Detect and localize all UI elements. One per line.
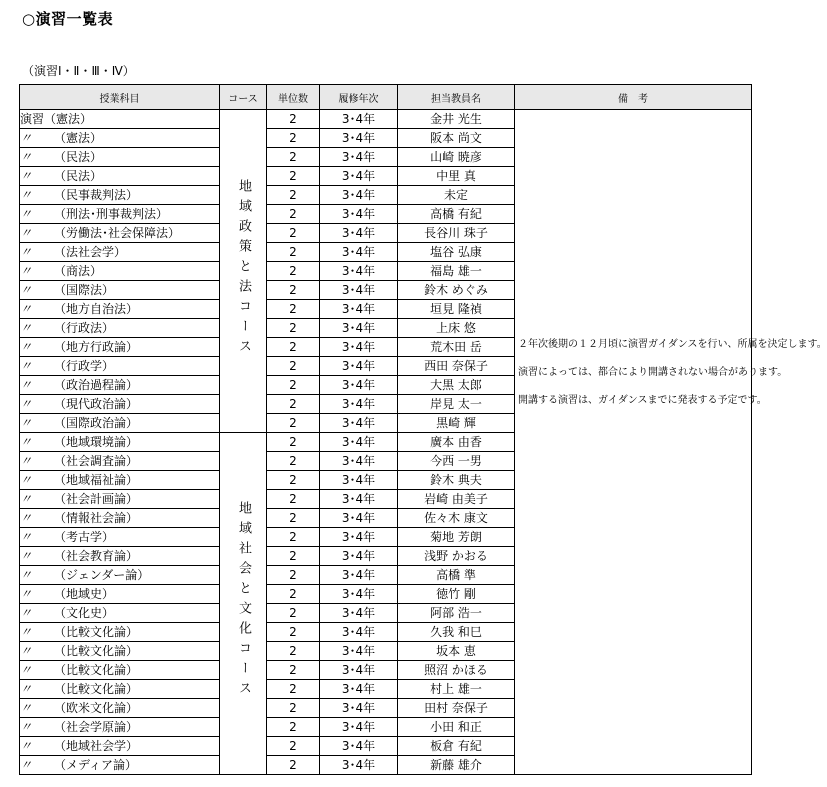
subject-name: （社会計画論）	[54, 492, 139, 506]
subtitle: （演習Ⅰ・Ⅱ・Ⅲ・Ⅳ）	[22, 64, 135, 78]
credits-cell: 2	[267, 205, 320, 224]
seminar-table	[19, 84, 827, 775]
teacher-cell: 西田 奈保子	[398, 357, 515, 376]
year-cell: 3･4年	[320, 414, 398, 433]
teacher-cell: 菊地 芳朗	[398, 528, 515, 547]
subject-name: （行政学）	[54, 359, 115, 373]
note-paragraph: ２年次後期の１２月頃に演習ガイダンスを行い、所属を決定します。	[518, 339, 827, 350]
table-row	[20, 110, 752, 129]
teacher-cell: 今西 一男	[398, 452, 515, 471]
subject-cell	[20, 224, 220, 243]
teacher-cell: 岸見 太一	[398, 395, 515, 414]
year-cell: 3･4年	[320, 205, 398, 224]
subject-prefix: 〃	[20, 701, 33, 715]
subject-cell	[20, 452, 220, 471]
credits-cell: 2	[267, 528, 320, 547]
credits-cell: 2	[267, 281, 320, 300]
credits-cell: 2	[267, 243, 320, 262]
credits-cell: 2	[267, 566, 320, 585]
subject-name: （地方行政論）	[54, 340, 139, 354]
subject-prefix: 〃	[20, 207, 33, 221]
subject-name: （地域福祉論）	[54, 473, 139, 487]
teacher-cell: 福島 雄一	[398, 262, 515, 281]
credits-cell: 2	[267, 262, 320, 281]
subject-name: （比較文化論）	[54, 682, 139, 696]
subject-cell	[20, 661, 220, 680]
credits-cell: 2	[267, 585, 320, 604]
year-cell: 3･4年	[320, 452, 398, 471]
year-cell: 3･4年	[320, 680, 398, 699]
subject-cell	[20, 623, 220, 642]
subject-prefix: 〃	[20, 340, 33, 354]
credits-cell: 2	[267, 547, 320, 566]
subject-name: （国際政治論）	[54, 416, 139, 430]
subject-prefix: 〃	[20, 492, 33, 506]
subject-name: （考古学）	[54, 530, 115, 544]
year-cell: 3･4年	[320, 243, 398, 262]
teacher-cell: 未定	[398, 186, 515, 205]
subject-prefix: 〃	[20, 150, 33, 164]
year-cell: 3･4年	[320, 566, 398, 585]
subject-name: （メディア論）	[54, 758, 138, 772]
subject-cell	[20, 129, 220, 148]
subject-cell	[20, 395, 220, 414]
teacher-cell: 阿部 浩一	[398, 604, 515, 623]
subject-prefix: 〃	[20, 720, 33, 734]
credits-cell: 2	[267, 148, 320, 167]
subject-name: （地域社会学）	[54, 739, 139, 753]
credits-cell: 2	[267, 300, 320, 319]
subject-name: （比較文化論）	[54, 644, 139, 658]
teacher-cell: 小田 和正	[398, 718, 515, 737]
teacher-cell: 佐々木 康文	[398, 509, 515, 528]
teacher-cell: 高橋 有紀	[398, 205, 515, 224]
subject-name: （国際法）	[54, 283, 115, 297]
teacher-cell: 岩崎 由美子	[398, 490, 515, 509]
subject-name: （刑法･刑事裁判法）	[54, 207, 169, 221]
subject-cell	[20, 243, 220, 262]
credits-cell: 2	[267, 186, 320, 205]
course-name: 地域政策と法コース	[236, 178, 251, 359]
subject-cell	[20, 414, 220, 433]
subject-prefix: 〃	[20, 226, 33, 240]
credits-cell: 2	[267, 129, 320, 148]
teacher-cell: 金井 光生	[398, 110, 515, 129]
year-cell: 3･4年	[320, 509, 398, 528]
teacher-cell: 高橋 準	[398, 566, 515, 585]
credits-cell: 2	[267, 433, 320, 452]
year-cell: 3･4年	[320, 357, 398, 376]
teacher-cell: 久我 和巳	[398, 623, 515, 642]
credits-cell: 2	[267, 642, 320, 661]
subject-prefix: 〃	[20, 511, 33, 525]
subject-prefix: 〃	[20, 663, 33, 677]
credits-cell: 2	[267, 623, 320, 642]
subject-prefix: 〃	[20, 359, 33, 373]
subject-prefix: 〃	[20, 416, 33, 430]
subject-prefix: 〃	[20, 397, 33, 411]
year-cell: 3･4年	[320, 224, 398, 243]
subject-cell	[20, 490, 220, 509]
subject-cell	[20, 471, 220, 490]
teacher-cell: 中里 真	[398, 167, 515, 186]
credits-cell: 2	[267, 357, 320, 376]
teacher-cell: 照沼 かほる	[398, 661, 515, 680]
subject-prefix: 〃	[20, 473, 33, 487]
subject-prefix: 〃	[20, 758, 33, 772]
year-cell: 3･4年	[320, 547, 398, 566]
year-cell: 3･4年	[320, 395, 398, 414]
subject-cell	[20, 262, 220, 281]
subject-name: （憲法）	[54, 131, 103, 145]
subject-cell	[20, 338, 220, 357]
notes-cell	[515, 110, 827, 775]
subject-name: （比較文化論）	[54, 625, 139, 639]
year-cell: 3･4年	[320, 623, 398, 642]
subject-name: （社会教育論）	[54, 549, 139, 563]
subject-cell	[20, 357, 220, 376]
header-year: 履修年次	[320, 85, 398, 110]
year-cell: 3･4年	[320, 756, 398, 775]
subject-name: （法社会学）	[54, 245, 127, 259]
year-cell: 3･4年	[320, 148, 398, 167]
credits-cell: 2	[267, 680, 320, 699]
year-cell: 3･4年	[320, 718, 398, 737]
teacher-cell: 荒木田 岳	[398, 338, 515, 357]
header-teacher: 担当教員名	[398, 85, 515, 110]
subject-name: （政治過程論）	[54, 378, 139, 392]
credits-cell: 2	[267, 699, 320, 718]
subject-prefix: 〃	[20, 549, 33, 563]
credits-cell: 2	[267, 509, 320, 528]
subject-name: （地域環境論）	[54, 435, 139, 449]
teacher-cell: 板倉 有紀	[398, 737, 515, 756]
subject-prefix: 〃	[20, 739, 33, 753]
year-cell: 3･4年	[320, 110, 398, 129]
subject-prefix: 〃	[20, 435, 33, 449]
year-cell: 3･4年	[320, 699, 398, 718]
subject-cell	[20, 281, 220, 300]
credits-cell: 2	[267, 718, 320, 737]
year-cell: 3･4年	[320, 281, 398, 300]
subject-prefix: 〃	[20, 625, 33, 639]
year-cell: 3･4年	[320, 642, 398, 661]
year-cell: 3･4年	[320, 129, 398, 148]
subject-cell	[20, 148, 220, 167]
credits-cell: 2	[267, 737, 320, 756]
year-cell: 3･4年	[320, 585, 398, 604]
year-cell: 3･4年	[320, 528, 398, 547]
teacher-cell: 垣見 隆禎	[398, 300, 515, 319]
subject-prefix: 〃	[20, 169, 33, 183]
subject-prefix: 〃	[20, 245, 33, 259]
subject-cell	[20, 528, 220, 547]
subject-prefix: 〃	[20, 606, 33, 620]
subject-cell	[20, 699, 220, 718]
credits-cell: 2	[267, 756, 320, 775]
subject-prefix: 〃	[20, 283, 33, 297]
teacher-cell: 上床 悠	[398, 319, 515, 338]
teacher-cell: 鈴木 典夫	[398, 471, 515, 490]
year-cell: 3･4年	[320, 186, 398, 205]
year-cell: 3･4年	[320, 490, 398, 509]
subject-cell	[20, 186, 220, 205]
subject-cell	[20, 566, 220, 585]
subject-prefix: 〃	[20, 568, 33, 582]
subject-name: （社会調査論）	[54, 454, 139, 468]
teacher-cell: 徳竹 剛	[398, 585, 515, 604]
table-body	[20, 110, 827, 775]
subject-cell	[20, 756, 220, 775]
note-paragraph: 演習によっては、都合により開講されない場合があります。	[518, 367, 788, 378]
credits-cell: 2	[267, 110, 320, 129]
year-cell: 3･4年	[320, 319, 398, 338]
year-cell: 3･4年	[320, 433, 398, 452]
year-cell: 3･4年	[320, 167, 398, 186]
table-header-row	[20, 85, 752, 110]
course-cell	[220, 110, 267, 433]
subject-cell	[20, 319, 220, 338]
subject-prefix: 〃	[20, 378, 33, 392]
year-cell: 3･4年	[320, 338, 398, 357]
credits-cell: 2	[267, 167, 320, 186]
teacher-cell: 田村 奈保子	[398, 699, 515, 718]
credits-cell: 2	[267, 414, 320, 433]
subject-prefix: 〃	[20, 682, 33, 696]
credits-cell: 2	[267, 224, 320, 243]
year-cell: 3･4年	[320, 376, 398, 395]
subject-prefix: 〃	[20, 530, 33, 544]
credits-cell: 2	[267, 661, 320, 680]
subject-name: （地域史）	[54, 587, 115, 601]
year-cell: 3･4年	[320, 604, 398, 623]
notes-text	[515, 110, 827, 410]
header-credits: 単位数	[267, 85, 320, 110]
credits-cell: 2	[267, 604, 320, 623]
subject-cell	[20, 718, 220, 737]
subject-name: （行政法）	[54, 321, 115, 335]
credits-cell: 2	[267, 376, 320, 395]
subject-name: （欧米文化論）	[54, 701, 139, 715]
course-cell	[220, 433, 267, 775]
credits-cell: 2	[267, 395, 320, 414]
note-paragraph: 開講する演習は、ガイダンスまでに発表する予定です。	[518, 395, 767, 406]
subject-cell	[20, 167, 220, 186]
subject-cell	[20, 376, 220, 395]
credits-cell: 2	[267, 338, 320, 357]
subject-name: （民事裁判法）	[54, 188, 139, 202]
subject-cell	[20, 110, 220, 129]
subject-cell	[20, 737, 220, 756]
teacher-cell: 大黒 太郎	[398, 376, 515, 395]
subject-prefix: 演習	[20, 112, 45, 126]
header-subject: 授業科目	[20, 85, 220, 110]
subject-name: （労働法･社会保障法）	[54, 226, 181, 240]
subject-name: （現代政治論）	[54, 397, 139, 411]
subject-name: （社会学原論）	[54, 720, 139, 734]
teacher-cell: 廣本 由香	[398, 433, 515, 452]
subject-name: （地方自治法）	[54, 302, 139, 316]
subject-prefix: 〃	[20, 587, 33, 601]
teacher-cell: 阪本 尚文	[398, 129, 515, 148]
subject-name: （比較文化論）	[54, 663, 139, 677]
teacher-cell: 長谷川 珠子	[398, 224, 515, 243]
subject-prefix: 〃	[20, 454, 33, 468]
subject-cell	[20, 680, 220, 699]
teacher-cell: 黒崎 輝	[398, 414, 515, 433]
teacher-cell: 鈴木 めぐみ	[398, 281, 515, 300]
subject-prefix: 〃	[20, 264, 33, 278]
subject-cell	[20, 585, 220, 604]
year-cell: 3･4年	[320, 661, 398, 680]
subject-prefix: 〃	[20, 131, 33, 145]
credits-cell: 2	[267, 471, 320, 490]
subject-cell	[20, 300, 220, 319]
teacher-cell: 塩谷 弘康	[398, 243, 515, 262]
credits-cell: 2	[267, 490, 320, 509]
teacher-cell: 坂本 恵	[398, 642, 515, 661]
teacher-cell: 山崎 暁彦	[398, 148, 515, 167]
page-title: ○演習一覧表	[22, 10, 114, 28]
teacher-cell: 新藤 雄介	[398, 756, 515, 775]
teacher-cell: 浅野 かおる	[398, 547, 515, 566]
subject-cell	[20, 509, 220, 528]
subject-prefix: 〃	[20, 302, 33, 316]
course-name: 地域社会と文化コース	[236, 501, 251, 701]
teacher-cell: 村上 雄一	[398, 680, 515, 699]
year-cell: 3･4年	[320, 471, 398, 490]
subject-cell	[20, 642, 220, 661]
header-notes: 備 考	[515, 85, 752, 110]
subject-prefix: 〃	[20, 321, 33, 335]
year-cell: 3･4年	[320, 300, 398, 319]
subject-name: （憲法）	[44, 112, 93, 126]
subject-name: （民法）	[54, 169, 103, 183]
subject-cell	[20, 205, 220, 224]
subject-cell	[20, 547, 220, 566]
subject-prefix: 〃	[20, 188, 33, 202]
subject-cell	[20, 604, 220, 623]
header-course: コース	[220, 85, 267, 110]
year-cell: 3･4年	[320, 262, 398, 281]
subject-prefix: 〃	[20, 644, 33, 658]
subject-name: （民法）	[54, 150, 103, 164]
subject-name: （情報社会論）	[54, 511, 139, 525]
subject-cell	[20, 433, 220, 452]
year-cell: 3･4年	[320, 737, 398, 756]
credits-cell: 2	[267, 319, 320, 338]
subject-name: （ジェンダー論）	[54, 568, 150, 582]
subject-name: （商法）	[54, 264, 103, 278]
credits-cell: 2	[267, 452, 320, 471]
subject-name: （文化史）	[54, 606, 115, 620]
